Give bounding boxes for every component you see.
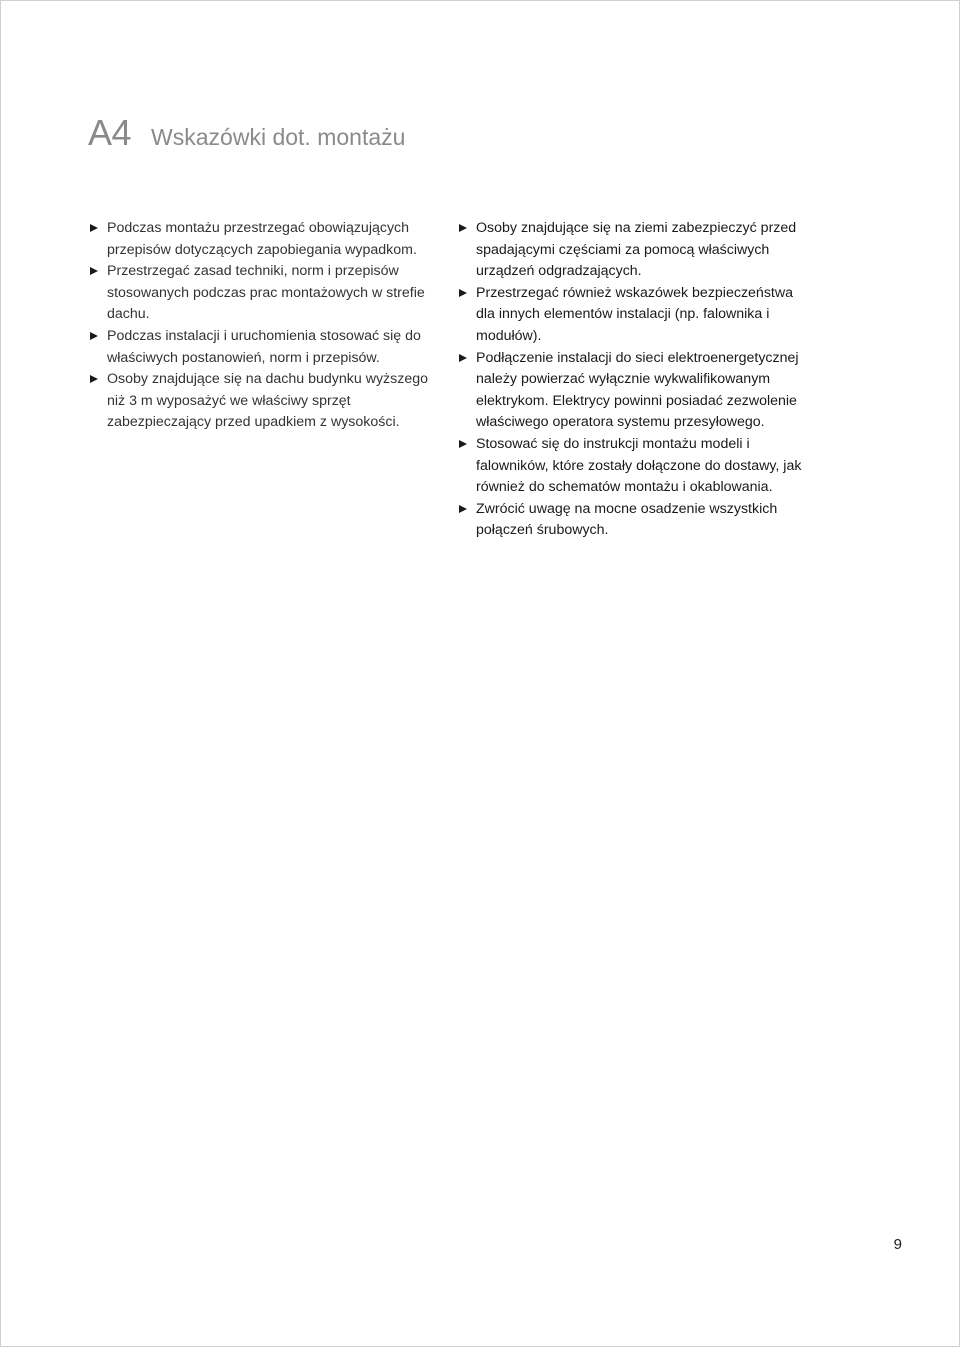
list-item: Osoby znajdujące się na dachu budynku wyższego niż 3 m wyposażyć we właściwy sprzęt zabezpieczający przed upadkiem z wysokości. xyxy=(90,369,435,434)
page-number: 9 xyxy=(893,1236,902,1253)
triangle-bullet-icon xyxy=(459,354,467,362)
section-title: Wskazówki dot. montażu xyxy=(151,124,406,150)
list-item: Podczas montażu przestrzegać obowiązujących przepisów dotyczących zapobiegania wypadkom. xyxy=(90,218,435,261)
triangle-bullet-icon xyxy=(90,332,98,340)
triangle-bullet-icon xyxy=(90,224,98,232)
list-item: Stosować się do instrukcji montażu modeli i falowników, które zostały dołączone do dostawy, jak również do schematów montażu i okablowania. xyxy=(459,434,804,499)
triangle-bullet-icon xyxy=(459,289,467,297)
list-item: Zwrócić uwagę na mocne osadzenie wszystkich połączeń śrubowych. xyxy=(459,499,804,542)
section-heading xyxy=(88,112,405,154)
triangle-bullet-icon xyxy=(459,224,467,232)
triangle-bullet-icon xyxy=(459,440,467,448)
list-item: Podczas instalacji i uruchomienia stosować się do właściwych postanowień, norm i przepisów. xyxy=(90,326,435,369)
list-item: Podłączenie instalacji do sieci elektroenergetycznej należy powierzać wyłącznie wykwalifikowanym elektrykom. Elektrycy powinni posiadać zezwolenie właściwego operatora systemu przesyłowego. xyxy=(459,348,804,434)
triangle-bullet-icon xyxy=(459,505,467,513)
left-bullet-list xyxy=(90,218,435,434)
right-bullet-list xyxy=(459,218,804,542)
list-item: Osoby znajdujące się na ziemi zabezpieczyć przed spadającymi częściami za pomocą właściwych urządzeń odgradzających. xyxy=(459,218,804,283)
triangle-bullet-icon xyxy=(90,375,98,383)
list-item: Przestrzegać zasad techniki, norm i przepisów stosowanych podczas prac montażowych w strefie dachu. xyxy=(90,261,435,326)
section-code: A4 xyxy=(88,112,132,153)
triangle-bullet-icon xyxy=(90,267,98,275)
list-item: Przestrzegać również wskazówek bezpieczeństwa dla innych elementów instalacji (np. falownika i modułów). xyxy=(459,283,804,348)
